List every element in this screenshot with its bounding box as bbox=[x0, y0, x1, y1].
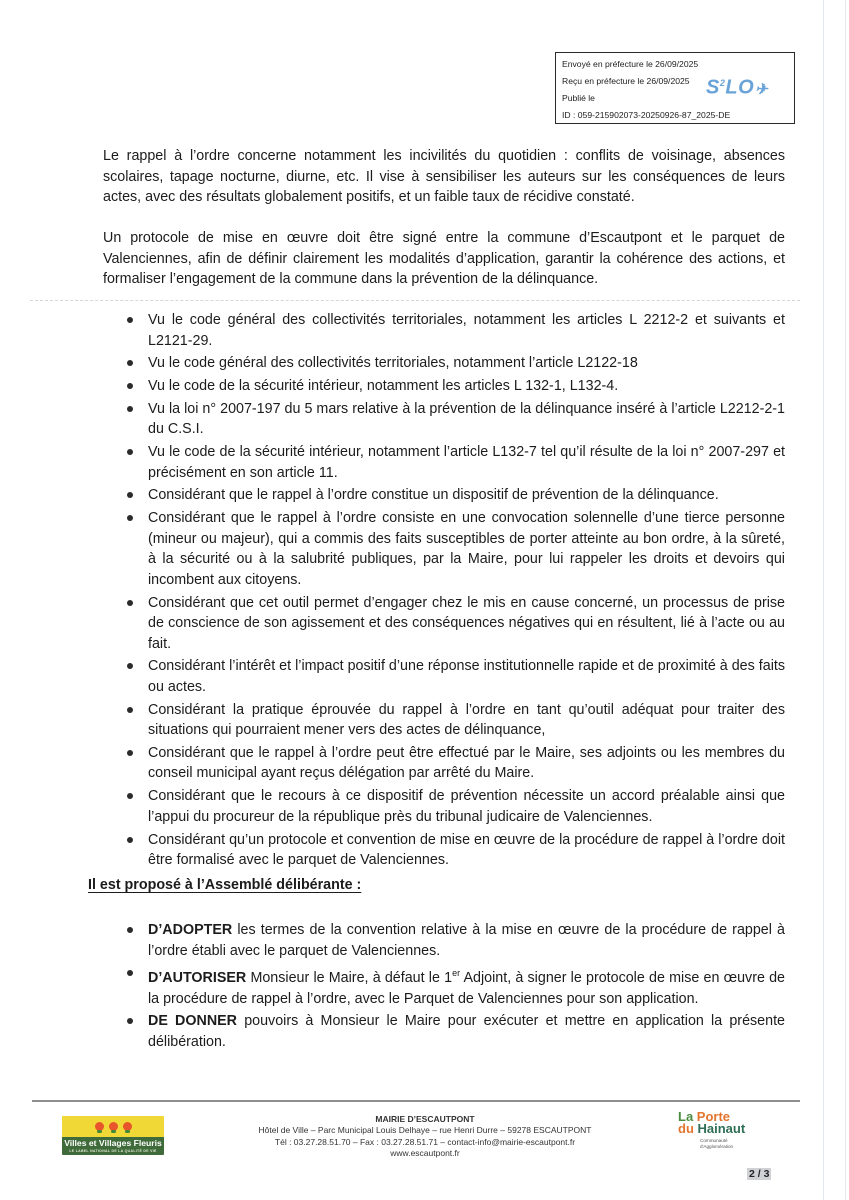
list-item bbox=[103, 593, 785, 655]
considerants-list bbox=[103, 310, 785, 873]
list-item-text: Vu le code de la sécurité intérieur, notamment les articles L 132-1, L132-4. bbox=[148, 378, 619, 395]
proposal-text-before: Monsieur le Maire, à défaut le 1 bbox=[246, 970, 453, 987]
stamp-id: ID : 059-215902073-20250926-87_2025-DE bbox=[562, 110, 731, 120]
s2lo-logo-lo: LO bbox=[725, 76, 755, 99]
footer-mairie-name: MAIRIE D’ESCAUTPONT bbox=[375, 1114, 475, 1124]
bullet-icon bbox=[127, 383, 133, 389]
proposal-text: pouvoirs à Monsieur le Maire pour exécuter et mettre en application la présente délibération. bbox=[148, 1013, 785, 1050]
s2lo-logo-sup: 2 bbox=[719, 78, 726, 88]
porte-porte: Porte bbox=[696, 1109, 731, 1124]
scan-artifact-line bbox=[823, 0, 824, 1200]
porte-sub1: Communauté bbox=[700, 1138, 728, 1143]
list-item-text: Vu le code général des collectivités territoriales, notamment l’article L2122-18 bbox=[148, 355, 638, 372]
s2lo-wing-icon: ✈ bbox=[755, 80, 769, 98]
list-item-text: Considérant qu’un protocole et convention de mise en œuvre de la procédure de rappel à l’ordre doit être formalisé avec le parquet de Valenciennes. bbox=[148, 831, 785, 869]
list-item bbox=[103, 1011, 785, 1052]
proposal-heading: Il est proposé à l’Assemblé délibérante : bbox=[88, 877, 362, 893]
flower-icon bbox=[123, 1122, 132, 1131]
list-item-text: Vu la loi n° 2007-197 du 5 mars relative à la prévention de la délinquance inséré à l’article L2212-2-1 du C.S.I. bbox=[148, 400, 785, 438]
list-item bbox=[103, 442, 785, 483]
s2lo-logo-s: S bbox=[706, 76, 720, 99]
porte-du: du bbox=[678, 1121, 694, 1136]
prefecture-stamp bbox=[555, 52, 795, 124]
stamp-published: Publié le bbox=[562, 93, 595, 103]
footer-address: Hôtel de Ville – Parc Municipal Louis Delhaye – rue Henri Durre – 59278 ESCAUTPONT bbox=[258, 1125, 592, 1136]
bullet-icon bbox=[127, 492, 133, 498]
proposal-verb: D’ADOPTER bbox=[148, 922, 233, 938]
list-item bbox=[103, 920, 785, 961]
stamp-sent: Envoyé en préfecture le 26/09/2025 bbox=[562, 59, 699, 69]
porte-sub2: d'Agglomération bbox=[700, 1143, 734, 1149]
bullet-icon bbox=[127, 600, 133, 606]
proposal-verb: D’AUTORISER bbox=[148, 970, 247, 987]
list-item bbox=[103, 786, 785, 827]
list-item-text: Considérant que cet outil permet d’engager chez le mis en cause concerné, un processus de prise de conscience de son agissement et des conséquences négatives qui en résultent, lié à l’acte ou au fait. bbox=[148, 594, 785, 652]
porte-la: La bbox=[678, 1109, 694, 1124]
divider bbox=[30, 300, 800, 301]
list-item-text: Vu le code général des collectivités territoriales, notamment les articles L 2212-2 et suivants et L2121-29. bbox=[148, 312, 785, 349]
bullet-icon bbox=[127, 663, 133, 669]
list-item bbox=[103, 376, 785, 397]
porte-hainaut: Hainaut bbox=[697, 1121, 746, 1136]
list-item bbox=[103, 399, 785, 440]
list-item-text: Considérant que le rappel à l’ordre constitue un dispositif de prévention de la délinquance. bbox=[148, 487, 719, 504]
list-item bbox=[103, 700, 785, 741]
footer-divider bbox=[32, 1100, 800, 1102]
list-item-text: Considérant que le rappel à l’ordre consiste en une convocation solennelle d’une tierce personne (mineur ou majeur), qui a commis des faits susceptibles de porter atteinte au bon ordre, à la sûreté, à la sécurité ou à la salubrité publiques, par la Maire, pour lui rappeler les droits et devoirs qui incombent aux citoyens. bbox=[148, 510, 785, 588]
list-item bbox=[103, 353, 785, 374]
list-item-text: Vu le code de la sécurité intérieur, notamment l’article L132-7 tel qu’il résulte de la loi n° 2007-297 et précisément en son article 11. bbox=[148, 444, 785, 481]
footer-contact-block bbox=[200, 1114, 650, 1160]
bullet-icon bbox=[127, 927, 133, 933]
flower-icon bbox=[109, 1122, 118, 1131]
fleuris-label bbox=[62, 1137, 164, 1155]
villes-villages-fleuris-logo bbox=[62, 1116, 164, 1155]
la-porte-du-hainaut-logo bbox=[678, 1111, 768, 1149]
list-item bbox=[103, 508, 785, 590]
footer-website: www.escautpont.fr bbox=[390, 1148, 460, 1159]
list-item bbox=[103, 310, 785, 351]
scan-artifact-line bbox=[845, 0, 846, 1200]
proposal-verb: DE DONNER bbox=[148, 1013, 238, 1030]
list-item bbox=[103, 830, 785, 871]
footer-contact: Tél : 03.27.28.51.70 – Fax : 03.27.28.51.71 – contact-info@mairie-escautpont.fr bbox=[274, 1136, 576, 1147]
flowers-band bbox=[62, 1116, 164, 1137]
list-item-text: Considérant la pratique éprouvée du rappel à l’ordre en tant qu’outil adéquat pour traiter des situations qui pourraient mener vers des actes de délinquance, bbox=[148, 701, 785, 739]
fleuris-title: Villes et Villages Fleuris bbox=[64, 1138, 162, 1148]
bullet-icon bbox=[127, 1018, 133, 1024]
bullet-icon bbox=[127, 707, 133, 713]
proposal-text: les termes de la convention relative à la mise en œuvre de la procédure de rappel à l’ordre établi avec le parquet de Valenciennes. bbox=[148, 922, 785, 959]
bullet-icon bbox=[127, 317, 133, 323]
page-number: 2 / 3 bbox=[749, 1168, 770, 1180]
porte-line-2 bbox=[678, 1123, 768, 1135]
porte-subtitle bbox=[700, 1138, 768, 1149]
list-item-text: Considérant que le rappel à l’ordre peut être effectué par le Maire, ses adjoints ou les membres du conseil municipal ayant reçus délégation par arrêté du Maire. bbox=[148, 744, 785, 782]
bullet-icon bbox=[127, 750, 133, 756]
list-item bbox=[103, 656, 785, 697]
stamp-received: Reçu en préfecture le 26/09/2025 bbox=[562, 76, 690, 86]
bullet-icon bbox=[127, 406, 133, 412]
intro-paragraph: Le rappel à l’ordre concerne notamment les incivilités du quotidien : conflits de voisinage, absences scolaires, tapage nocturne, diurne, etc. Il vise à sensibiliser les auteurs sur les conséquences de leurs actes, avec des résultats globalement positifs, et un faible taux de récidive constaté. bbox=[103, 148, 785, 205]
bullet-icon bbox=[127, 793, 133, 799]
bullet-icon bbox=[127, 970, 133, 976]
s2lo-logo bbox=[706, 75, 768, 98]
proposals-list bbox=[103, 920, 785, 1055]
list-item bbox=[103, 743, 785, 784]
list-item-text: Considérant l’intérêt et l’impact positif d’une réponse institutionnelle rapide et de proximité à des faits ou actes. bbox=[148, 658, 785, 695]
protocol-paragraph: Un protocole de mise en œuvre doit être signé entre la commune d’Escautpont et le parquet de Valenciennes, afin de définir clairement les modalités d’application, garantir la cohérence des actions, et formaliser l’engagement de la commune dans la prévention de la délinquance. bbox=[103, 230, 785, 287]
bullet-icon bbox=[127, 360, 133, 366]
list-item bbox=[103, 963, 785, 1009]
ordinal-suffix: er bbox=[452, 968, 461, 979]
flower-icon bbox=[95, 1122, 104, 1131]
list-item bbox=[103, 485, 785, 506]
fleuris-tagline: LE LABEL NATIONAL DE LA QUALITÉ DE VIE bbox=[69, 1149, 157, 1153]
list-item-text: Considérant que le recours à ce dispositif de prévention nécessite un accord préalable ainsi que l’appui du procureur de la république près du tribunal judicaire de Valenciennes. bbox=[148, 788, 785, 825]
proposal-text: Adjoint, à signer le protocole de mise en œuvre de la procédure de rappel à l’ordre, avec le Parquet de Valenciennes pour son application. bbox=[148, 970, 786, 1007]
bullet-icon bbox=[127, 837, 133, 843]
bullet-icon bbox=[127, 515, 133, 521]
bullet-icon bbox=[127, 449, 133, 455]
